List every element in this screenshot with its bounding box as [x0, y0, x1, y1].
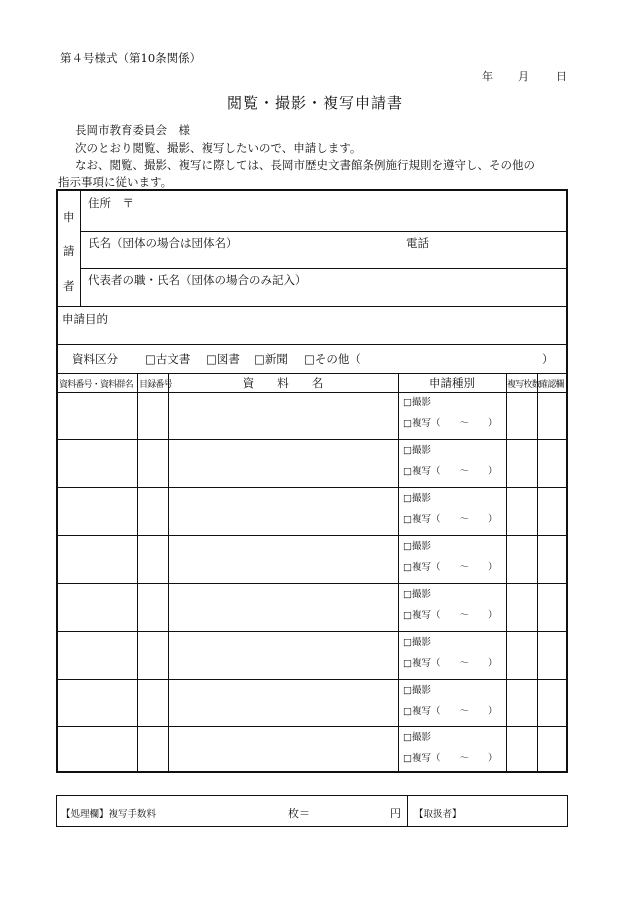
category-label: 資料区分 — [72, 352, 118, 366]
row-6-photo-checkbox[interactable]: □撮影 — [403, 637, 431, 648]
row-3-photo-checkbox[interactable]: □撮影 — [403, 493, 431, 504]
category-close-paren: ） — [542, 352, 554, 366]
date-year-label: 年 — [482, 70, 493, 83]
row-2-photo-checkbox[interactable]: □撮影 — [403, 445, 431, 456]
row-1-photo-checkbox[interactable]: □撮影 — [403, 397, 431, 408]
category-newspapers-checkbox[interactable]: □新聞 — [254, 352, 288, 366]
col-header-copy-count: 複写枚数 — [507, 380, 540, 390]
row-7-copy-checkbox[interactable]: □複写（ 〜 ） — [403, 706, 498, 717]
phone-field[interactable]: 電話 — [406, 236, 429, 250]
yen-label: 円 — [390, 807, 401, 820]
row-4-photo-checkbox[interactable]: □撮影 — [403, 541, 431, 552]
col-header-confirmation: 確認欄 — [539, 380, 564, 390]
processing-fee-label: 【処理欄】複写手数料 — [61, 809, 157, 820]
category-old-documents-checkbox[interactable]: □古文書 — [145, 352, 191, 366]
category-other-checkbox[interactable]: □その他（ — [304, 352, 361, 366]
row-7-photo-checkbox[interactable]: □撮影 — [403, 685, 431, 696]
intro-line-3: 指示事項に従います。 — [58, 175, 173, 189]
row-1-copy-checkbox[interactable]: □複写（ 〜 ） — [403, 418, 498, 429]
row-2-copy-checkbox[interactable]: □複写（ 〜 ） — [403, 466, 498, 477]
col-header-material-name: 資 料 名 — [242, 376, 324, 390]
intro-line-1: 次のとおり閲覧、撮影、複写したいので、申請します。 — [75, 141, 362, 155]
date-month-label: 月 — [518, 70, 529, 83]
col-header-item-number: 資料番号・資料群名 — [59, 380, 133, 390]
purpose-field[interactable]: 申請目的 — [62, 312, 108, 326]
applicant-char-1: 申 — [63, 210, 75, 224]
row-4-copy-checkbox[interactable]: □複写（ 〜 ） — [403, 562, 498, 573]
handler-label: 【取扱者】 — [414, 809, 462, 820]
form-title: 閲覧・撮影・複写申請書 — [226, 94, 403, 112]
row-5-copy-checkbox[interactable]: □複写（ 〜 ） — [403, 610, 498, 621]
applicant-char-3: 者 — [63, 279, 75, 293]
col-header-request-type: 申請種別 — [429, 376, 475, 390]
representative-field[interactable]: 代表者の職・氏名（団体の場合のみ記入） — [88, 273, 307, 287]
addressee: 長岡市教育委員会 様 — [75, 123, 190, 137]
row-5-photo-checkbox[interactable]: □撮影 — [403, 589, 431, 600]
address-field[interactable]: 住所 〒 — [88, 196, 134, 210]
row-6-copy-checkbox[interactable]: □複写（ 〜 ） — [403, 658, 498, 669]
intro-line-2: なお、閲覧、撮影、複写に際しては、長岡市歴史文書館条例施行規則を遵守し、その他の — [75, 158, 535, 172]
application-table — [56, 189, 568, 773]
row-3-copy-checkbox[interactable]: □複写（ 〜 ） — [403, 514, 498, 525]
row-8-copy-checkbox[interactable]: □複写（ 〜 ） — [403, 753, 498, 764]
applicant-char-2: 請 — [63, 244, 75, 258]
name-field[interactable]: 氏名（団体の場合は団体名） — [88, 236, 238, 250]
row-8-photo-checkbox[interactable]: □撮影 — [403, 732, 431, 743]
sheets-label: 枚＝ — [288, 807, 310, 820]
date-day-label: 日 — [556, 70, 567, 83]
category-books-checkbox[interactable]: □図書 — [206, 352, 240, 366]
col-header-catalog-number: 目録番号 — [139, 380, 172, 390]
processing-box — [56, 795, 568, 827]
form-number: 第４号様式（第10条関係） — [60, 51, 202, 65]
